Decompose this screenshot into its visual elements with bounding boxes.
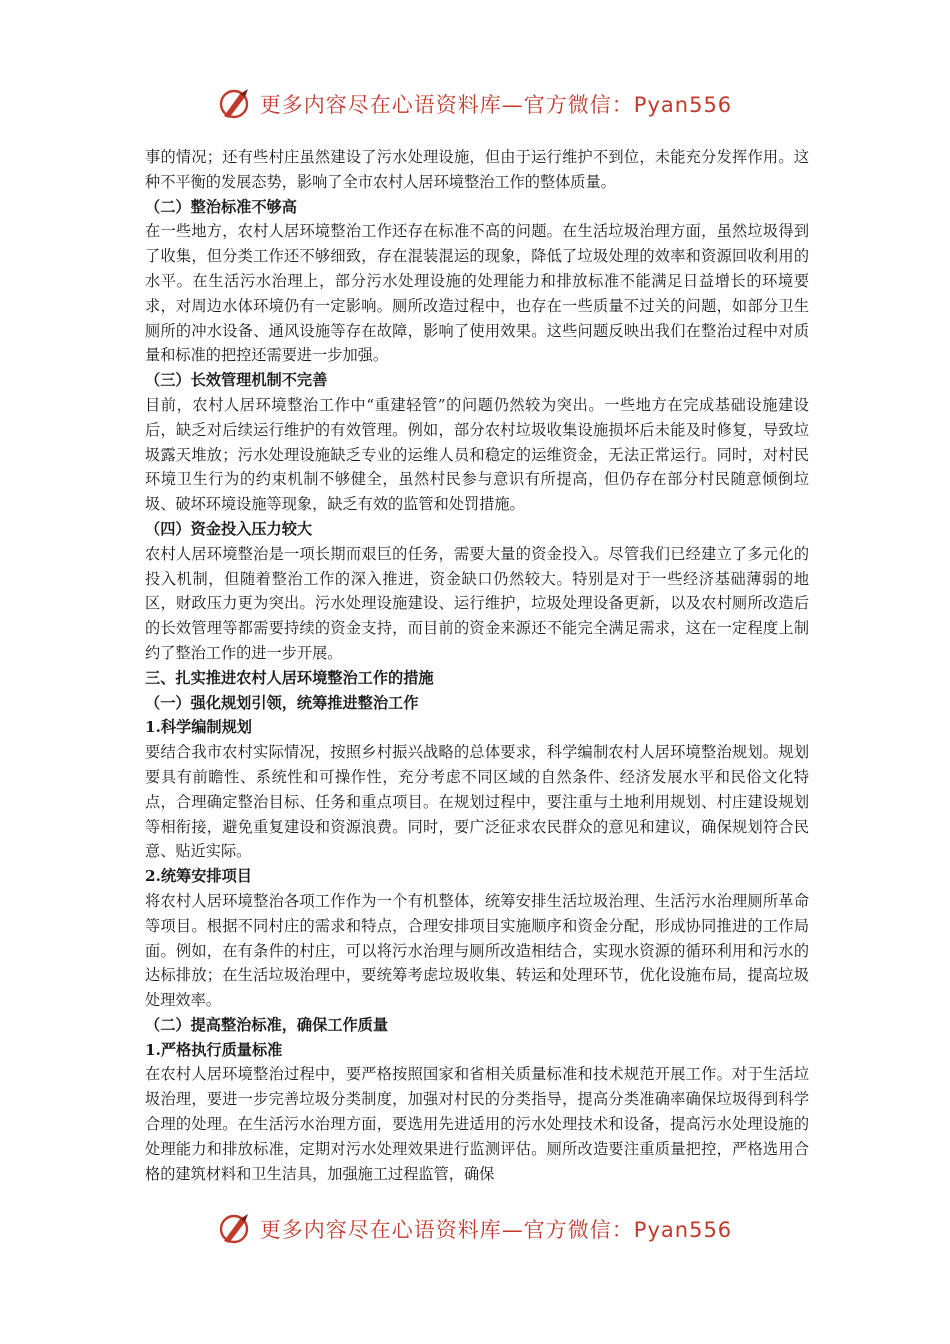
banner-text: 更多内容尽在心语资料库—官方微信：Pyan556 — [259, 1218, 733, 1242]
paragraph: 事的情况；还有些村庄虽然建设了污水处理设施，但由于运行维护不到位，未能充分发挥作用。这种不平衡的发展态势，影响了全市农村人居环境整治工作的整体质量。 — [145, 148, 809, 191]
banner-text: 更多内容尽在心语资料库—官方微信：Pyan556 — [259, 93, 733, 117]
paragraph: 将农村人居环境整治各项工作作为一个有机整体，统筹安排生活垃圾治理、生活污水治理厕所革命等项目。根据不同村庄的需求和特点，合理安排项目实施顺序和资金分配，形成协同推进的工作局面。例如，在有条件的村庄，可以将污水治理与厕所改造相结合，实现水资源的循环利用和污水的达标排放；在生活垃圾治理中，要统筹考虑垃圾收集、转运和处理环节，优化设施布局，提高垃圾处理效率。 — [145, 891, 809, 1010]
pen-logo-icon — [218, 1211, 254, 1247]
section-heading: 三、扎实推进农村人居环境整治工作的措施 — [145, 668, 434, 687]
section-heading: （二）提高整治标准，确保工作质量 — [145, 1015, 388, 1034]
section-heading: 1.科学编制规划 — [145, 718, 252, 737]
paragraph: 在农村人居环境整治过程中，要严格按照国家和省相关质量标准和技术规范开展工作。对于生活垃圾治理，要进一步完善垃圾分类制度，加强对村民的分类指导，提高分类准确率确保垃圾得到科学合理的处理。在生活污水治理方面，要选用先进适用的污水处理技术和设备，提高污水处理设施的处理能力和排放标准，定期对污水处理效果进行监测评估。厕所改造要注重质量把控，严格选用合格的建筑材料和卫生洁具，加强施工过程监管，确保 — [145, 1065, 809, 1183]
section-heading: （四）资金投入压力较大 — [145, 519, 313, 538]
pen-logo-icon — [218, 86, 254, 122]
paragraph: 农村人居环境整治是一项长期而艰巨的任务，需要大量的资金投入。尽管我们已经建立了多元化的投入机制，但随着整治工作的深入推进，资金缺口仍然较大。特别是对于一些经济基础薄弱的地区，财政压力更为突出。污水处理设施建设、运行维护，垃圾处理设备更新，以及农村厕所改造后的长效管理等都需要持续的资金支持，而目前的资金来源还不能完全满足需求，这在一定程度上制约了整治工作的进一步开展。 — [145, 544, 809, 662]
paragraph: 目前，农村人居环境整治工作中“重建轻管”的问题仍然较为突出。一些地方在完成基础设施建设后，缺乏对后续运行维护的有效管理。例如，部分农村垃圾收集设施损坏后未能及时修复，导致垃圾露天堆放；污水处理设施缺乏专业的运维人员和稳定的运维资金，无法正常运行。同时，对村民环境卫生行为的约束机制不够健全，虽然村民参与意识有所提高，但仍存在部分村民随意倾倒垃圾、破坏环境设施等现象，缺乏有效的监管和处罚措施。 — [145, 395, 809, 514]
section-heading: （二）整治标准不够高 — [145, 197, 297, 216]
paragraph: 在一些地方，农村人居环境整治工作还存在标准不高的问题。在生活垃圾治理方面，虽然垃圾得到了收集，但分类工作还不够细致，存在混装混运的现象，降低了垃圾处理的效率和资源回收利用的水平。在生活污水治理上，部分污水处理设施的处理能力和排放标准不能满足日益增长的环境要求，对周边水体环境仍有一定影响。厕所改造过程中，也存在一些质量不过关的问题，如部分卫生厕所的冲水设备、通风设施等存在故障，影响了使用效果。这些问题反映出我们在整治过程中对质量和标准的把控还需要进一步加强。 — [145, 222, 809, 365]
section-heading: 1.严格执行质量标准 — [145, 1040, 283, 1059]
footer-banner — [0, 1209, 950, 1249]
document-body — [145, 145, 809, 1186]
section-heading: （一）强化规划引领，统筹推进整治工作 — [145, 693, 419, 712]
header-banner — [0, 84, 950, 124]
paragraph: 要结合我市农村实际情况，按照乡村振兴战略的总体要求，科学编制农村人居环境整治规划。规划要具有前瞻性、系统性和可操作性，充分考虑不同区域的自然条件、经济发展水平和民俗文化特点，合理确定整治目标、任务和重点项目。在规划过程中，要注重与土地利用规划、村庄建设规划等相衔接，避免重复建设和资源浪费。同时，要广泛征求农民群众的意见和建议，确保规划符合民意、贴近实际。 — [145, 743, 809, 861]
section-heading: 2.统筹安排项目 — [145, 867, 252, 886]
section-heading: （三）长效管理机制不完善 — [145, 371, 328, 390]
